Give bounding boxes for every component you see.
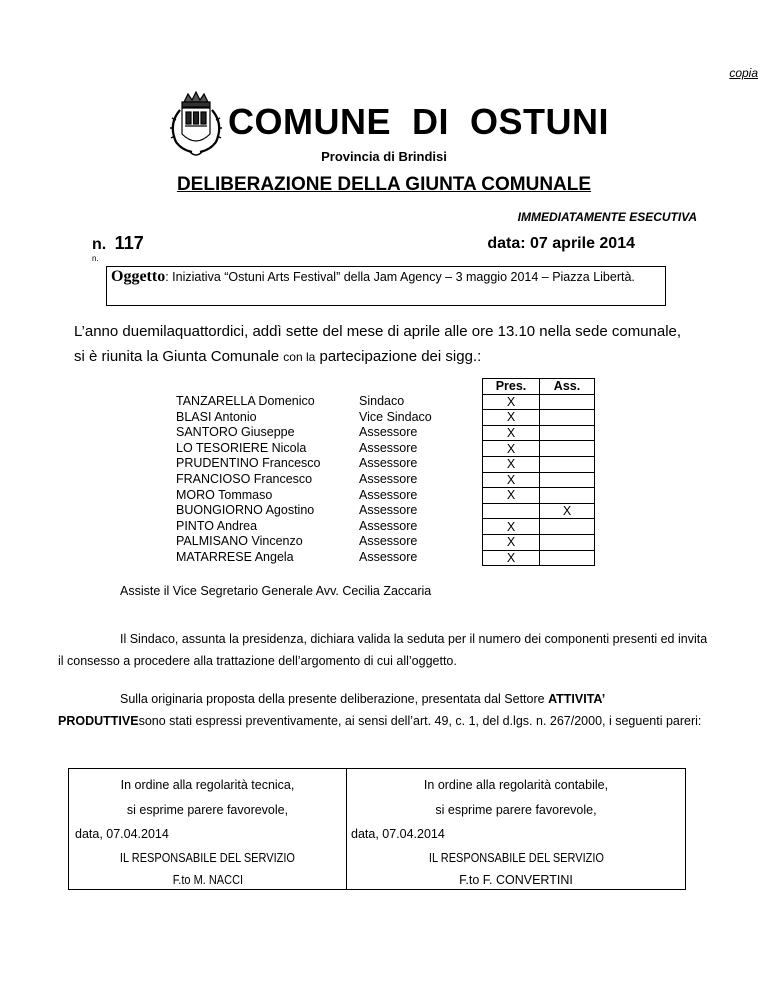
opinions-box <box>68 768 686 890</box>
present-cell <box>483 503 540 519</box>
present-cell: X <box>483 441 540 457</box>
member-name: SANTORO Giuseppe <box>176 425 295 440</box>
member-roles <box>359 394 432 566</box>
member-role: Assessore <box>359 456 418 471</box>
pres-header: Pres. <box>483 379 540 395</box>
member-role: Vice Sindaco <box>359 409 432 424</box>
municipality-title: COMUNE DI OSTUNI <box>228 101 610 142</box>
absent-cell <box>540 441 595 457</box>
absent-cell: X <box>540 503 595 519</box>
member-name: PINTO Andrea <box>176 518 258 533</box>
sector-name: ATTIVITA’ PRODUTTIVE <box>58 692 605 728</box>
member-name: FRANCIOSO Francesco <box>176 471 313 486</box>
absent-cell <box>540 425 595 441</box>
proposal-paragraph <box>58 688 710 732</box>
execution-status: IMMEDIATAMENTE ESECUTIVA <box>517 210 697 224</box>
present-cell: X <box>483 519 540 535</box>
deliberation-number <box>92 233 144 254</box>
absent-cell <box>540 488 595 504</box>
accounting-responsible: IL RESPONSABILE DEL SERVIZIO <box>428 851 604 865</box>
absent-cell <box>540 394 595 410</box>
attendance-row <box>483 456 595 472</box>
number-value: 117 <box>114 233 144 253</box>
date-label: data: <box>487 235 526 252</box>
member-role: Assessore <box>359 534 418 549</box>
member-role: Assessore <box>359 440 418 455</box>
proposal-text-2: sono stati espressi preventivamente, ai sensi dell’art. 49, c. 1, del d.lgs. n. 267/2000, i seguenti pareri: <box>138 714 702 728</box>
absent-cell <box>540 519 595 535</box>
technical-responsible: IL RESPONSABILE DEL SERVIZIO <box>119 851 296 865</box>
present-cell: X <box>483 425 540 441</box>
intro-text-1: L’anno duemilaquattordici, addì sette del mese di aprile alle ore 13.10 nella sede comunale, si è riunita la Giunta Comunale <box>74 323 682 365</box>
present-cell: X <box>483 456 540 472</box>
attendance-row <box>483 550 595 566</box>
number-label: n. <box>92 236 107 253</box>
subject-text: : Iniziativa “Ostuni Arts Festival” della Jam Agency – 3 maggio 2014 – Piazza Libertà. <box>165 270 635 284</box>
member-name: BUONGIORNO Agostino <box>176 503 315 518</box>
accounting-date: data, 07.04.2014 <box>351 827 445 841</box>
member-role: Assessore <box>359 549 418 564</box>
subject-box <box>106 266 666 306</box>
accounting-title: In ordine alla regolarità contabile, <box>423 778 609 792</box>
absent-cell <box>540 550 595 566</box>
attendance-row <box>483 410 595 426</box>
attendance-row <box>483 472 595 488</box>
province-label: Provincia di Brindisi <box>321 149 447 164</box>
secretary-note: Assiste il Vice Segretario Generale Avv. Cecilia Zaccaria <box>120 584 432 598</box>
accounting-signature: F.to F. CONVERTINI <box>459 873 573 887</box>
member-name: TANZARELLA Domenico <box>176 394 315 408</box>
member-name: MATARRESE Angela <box>176 549 294 564</box>
present-cell: X <box>483 410 540 426</box>
attendance-row <box>483 534 595 550</box>
member-name: LO TESORIERE Nicola <box>176 440 307 455</box>
member-name: PALMISANO Vincenzo <box>176 534 303 549</box>
intro-text-2: partecipazione dei sigg.: <box>315 348 482 365</box>
date-value: 07 aprile 2014 <box>530 235 635 252</box>
attendance-row <box>483 441 595 457</box>
small-n-label: n. <box>92 254 99 263</box>
attendance-row <box>483 503 595 519</box>
absent-cell <box>540 472 595 488</box>
deliberation-date <box>487 235 635 253</box>
subject-label: Oggetto <box>111 268 166 285</box>
present-cell: X <box>483 550 540 566</box>
member-name: MORO Tommaso <box>176 487 273 502</box>
technical-opinion-text: si esprime parere favorevole, <box>126 803 289 817</box>
member-role: Assessore <box>359 425 418 440</box>
present-cell: X <box>483 472 540 488</box>
intro-text-small: con la <box>283 350 316 364</box>
member-names <box>176 394 320 566</box>
attendance-table <box>482 378 595 566</box>
absent-cell <box>540 534 595 550</box>
attendance-row <box>483 425 595 441</box>
present-cell: X <box>483 394 540 410</box>
member-role: Assessore <box>359 487 418 502</box>
attendance-row <box>483 394 595 410</box>
member-name: BLASI Antonio <box>176 409 257 424</box>
present-cell: X <box>483 534 540 550</box>
copy-mark: copia <box>729 66 758 80</box>
president-paragraph: Il Sindaco, assunta la presidenza, dichiara valida la seduta per il numero dei componenti presenti ed invita il consesso a procedere alla trattazione dell’argomento di cui all’oggetto. <box>58 632 708 668</box>
technical-signature: F.to M. NACCI <box>172 873 243 887</box>
intro-paragraph <box>74 319 696 370</box>
absent-cell <box>540 456 595 472</box>
technical-date: data, 07.04.2014 <box>75 827 169 841</box>
ass-header: Ass. <box>540 379 595 395</box>
present-cell: X <box>483 488 540 504</box>
member-role: Assessore <box>359 518 418 533</box>
member-role: Assessore <box>359 471 418 486</box>
technical-title: In ordine alla regolarità tecnica, <box>120 778 295 792</box>
absent-cell <box>540 410 595 426</box>
attendance-row <box>483 488 595 504</box>
member-role: Assessore <box>359 503 418 518</box>
member-role: Sindaco <box>359 394 405 408</box>
accounting-opinion-text: si esprime parere favorevole, <box>435 803 597 817</box>
deliberation-title: DELIBERAZIONE DELLA GIUNTA COMUNALE <box>176 174 592 195</box>
attendance-row <box>483 519 595 535</box>
member-name: PRUDENTINO Francesco <box>176 456 321 471</box>
proposal-text-1: Sulla originaria proposta della presente deliberazione, presentata dal Settore <box>120 692 549 706</box>
